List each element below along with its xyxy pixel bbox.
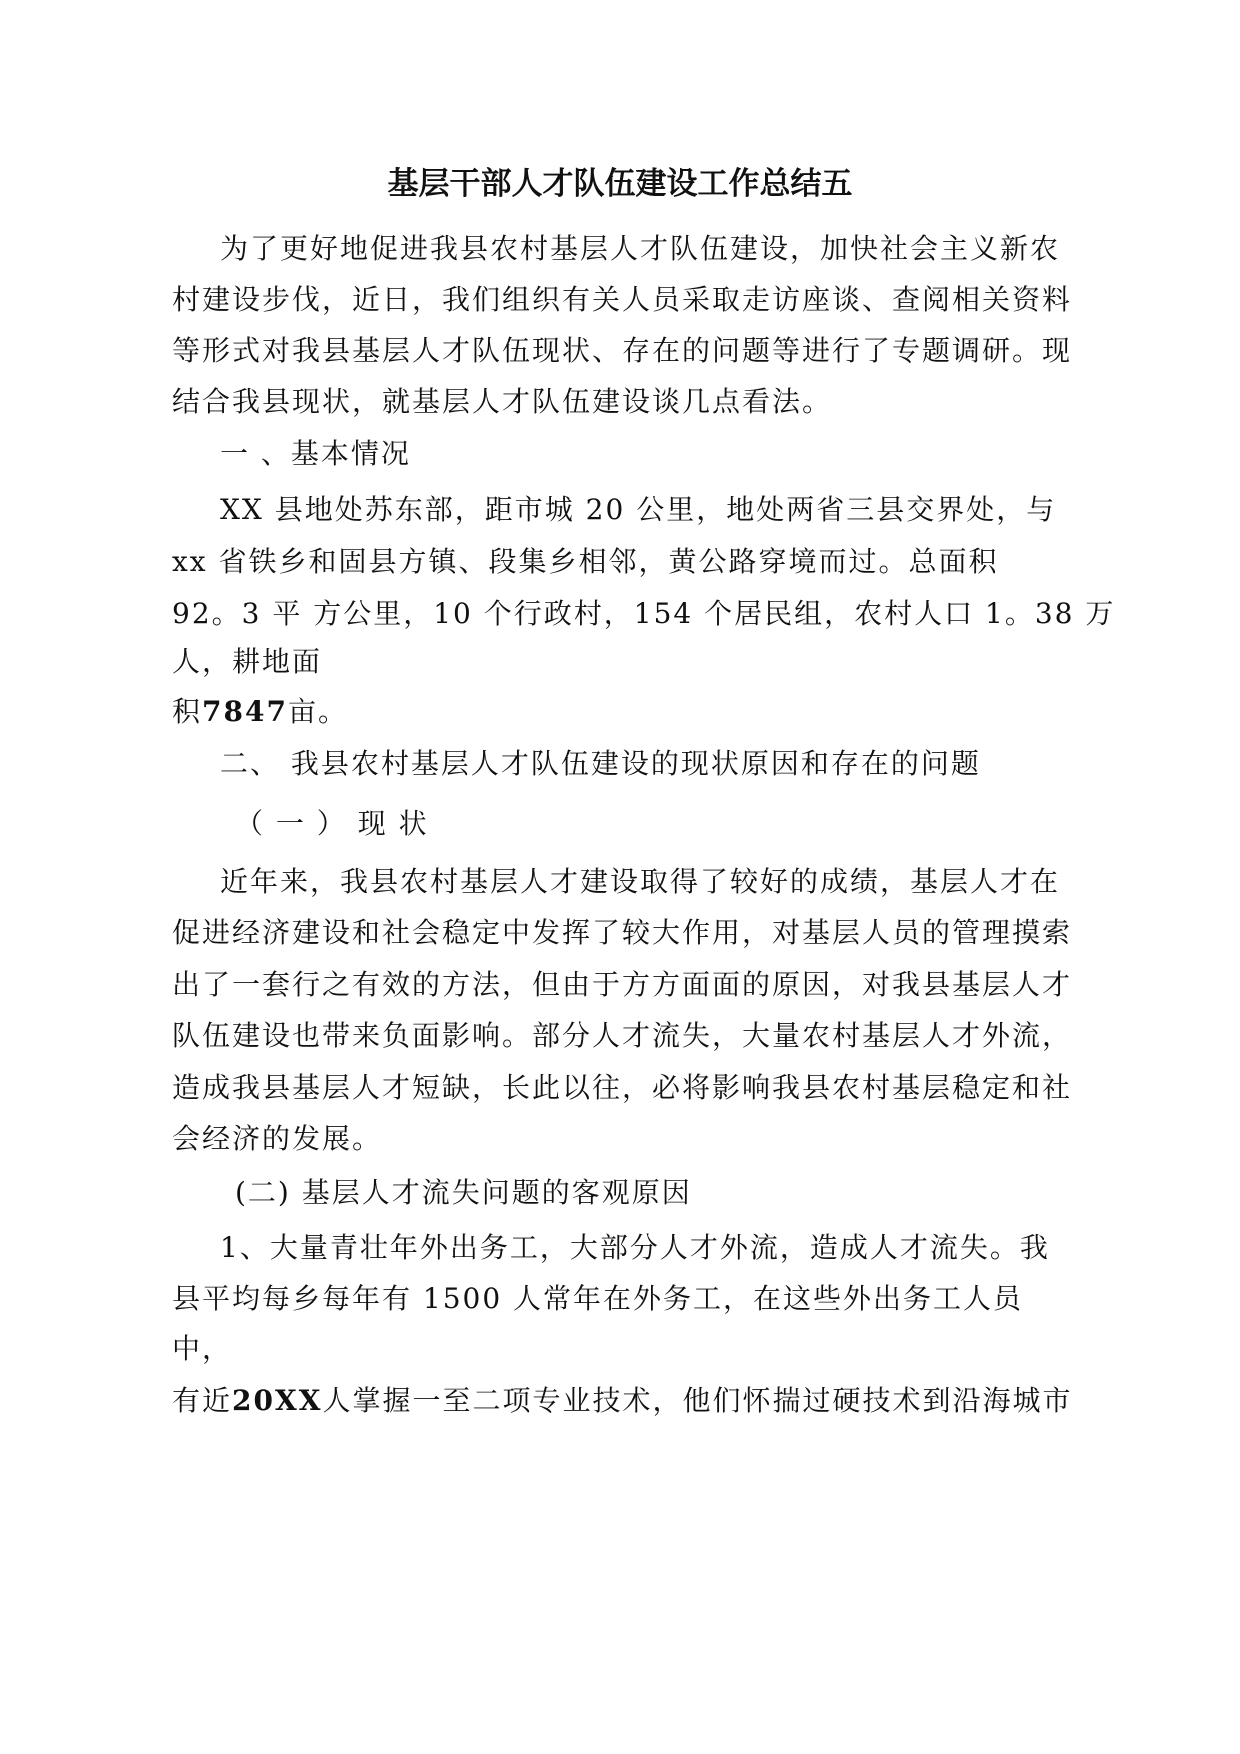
paragraph-line: 等形式对我县基层人才队伍现状、存在的问题等进行了专题调研。现 [172, 334, 1073, 367]
paragraph-line: 县平均每乡每年有 1500 人常年在外务工，在这些外出务工人员 [172, 1282, 1024, 1315]
paragraph-line: 村建设步伐，近日，我们组织有关人员采取走访座谈、查阅相关资料 [172, 283, 1073, 316]
paragraph-line: 人，耕地面 [172, 645, 323, 678]
paragraph-line: 近年来，我县农村基层人才建设取得了较好的成绩，基层人才在 [220, 865, 1061, 898]
paragraph-line: 1、大量青壮年外出务工，大部分人才外流，造成人才流失。我 [220, 1231, 1050, 1264]
text-segment: 积 [172, 695, 203, 728]
document-title: 基层干部人才队伍建设工作总结五 [387, 166, 853, 202]
paragraph-line: 结合我县现状，就基层人才队伍建设谈几点看法。 [172, 385, 833, 418]
paragraph-line: 中， [172, 1332, 233, 1365]
paragraph-line: 出了一套行之有效的方法，但由于方方面面的原因，对我县基层人才 [172, 968, 1073, 1001]
paragraph-line: 92。3 平 方公里，10 个行政村，154 个居民组，农村人口 1。38 万 [172, 597, 1116, 630]
paragraph-line: xx 省铁乡和固县方镇、段集乡相邻，黄公路穿境而过。总面积 [172, 545, 999, 578]
paragraph-line-area [172, 694, 348, 730]
paragraph-line: 为了更好地促进我县农村基层人才队伍建设，加快社会主义新农 [220, 232, 1061, 265]
section-heading-2: 二、 我县农村基层人才队伍建设的现状原因和存在的问题 [220, 747, 981, 780]
paragraph-line: XX 县地处苏东部，距市城 20 公里，地处两省三县交界处，与 [220, 493, 1057, 526]
subsection-heading-1: （ 一 ） 现 状 [235, 807, 429, 840]
paragraph-line: 造成我县基层人才短缺，长此以往，必将影响我县农村基层稳定和社 [172, 1071, 1073, 1104]
count-value: 20XX [232, 1384, 323, 1417]
subsection-heading-2: (二) 基层人才流失问题的客观原因 [235, 1176, 692, 1209]
section-heading-1: 一 、基本情况 [220, 437, 411, 470]
text-segment: 有近 [172, 1384, 233, 1417]
text-segment: 人掌握一至二项专业技术，他们怀揣过硬技术到沿海城市 [322, 1384, 1073, 1417]
text-segment: 亩。 [287, 695, 348, 728]
paragraph-line: 会经济的发展。 [172, 1122, 383, 1155]
area-value: 7847 [202, 695, 288, 728]
paragraph-line: 队伍建设也带来负面影响。部分人才流失，大量农村基层人才外流， [172, 1019, 1073, 1052]
paragraph-line-count [172, 1383, 1072, 1419]
paragraph-line: 促进经济建设和社会稳定中发挥了较大作用，对基层人员的管理摸索 [172, 916, 1073, 949]
